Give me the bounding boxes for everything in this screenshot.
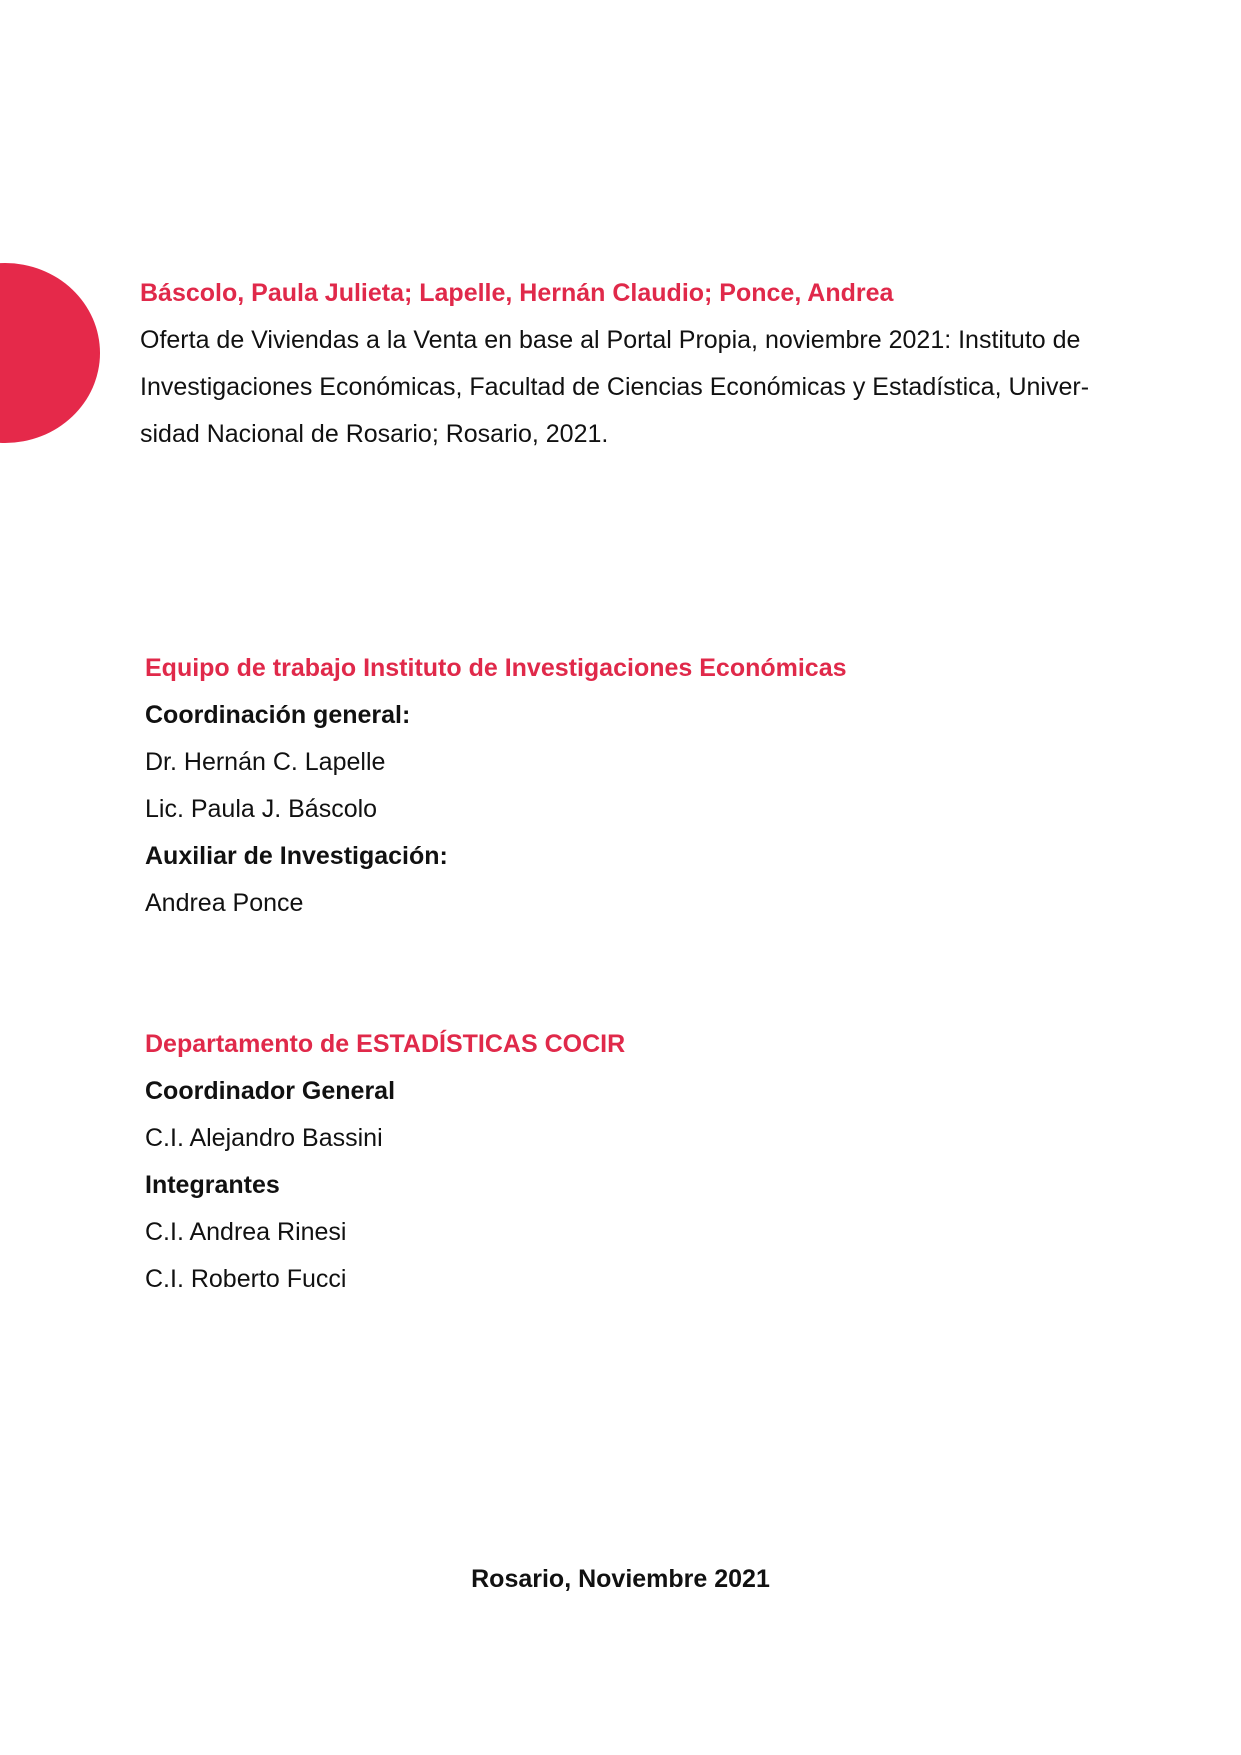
team-iie-section	[145, 645, 1045, 927]
members-label: Integrantes	[145, 1171, 280, 1199]
citation-authors: Báscolo, Paula Julieta; Lapelle, Hernán Claudio; Ponce, Andrea	[140, 279, 894, 307]
team-member: C.I. Roberto Fucci	[145, 1265, 347, 1293]
team-member: C.I. Andrea Rinesi	[145, 1218, 347, 1246]
team-member: Andrea Ponce	[145, 889, 304, 917]
footer-place-date: Rosario, Noviembre 2021	[471, 1565, 770, 1593]
team-iie-title: Equipo de trabajo Instituto de Investigaciones Económicas	[145, 654, 847, 682]
coordination-label: Coordinación general:	[145, 701, 411, 729]
citation-line: sidad Nacional de Rosario; Rosario, 2021.	[140, 420, 609, 448]
team-cocir-title: Departamento de ESTADÍSTICAS COCIR	[145, 1030, 626, 1058]
team-cocir-section	[145, 1021, 1045, 1303]
citation-line: Oferta de Viviendas a la Venta en base al Portal Propia, noviembre 2021: Instituto de	[140, 326, 1081, 354]
auxiliary-label: Auxiliar de Investigación:	[145, 842, 448, 870]
decorative-red-circle	[0, 263, 100, 443]
team-member: Dr. Hernán C. Lapelle	[145, 748, 386, 776]
team-member: Lic. Paula J. Báscolo	[145, 795, 378, 823]
coordinator-label: Coordinador General	[145, 1077, 396, 1105]
citation-block	[140, 270, 1120, 458]
citation-line: Investigaciones Económicas, Facultad de Ciencias Económicas y Estadística, Univer-	[140, 373, 1090, 401]
team-member: C.I. Alejandro Bassini	[145, 1124, 383, 1152]
